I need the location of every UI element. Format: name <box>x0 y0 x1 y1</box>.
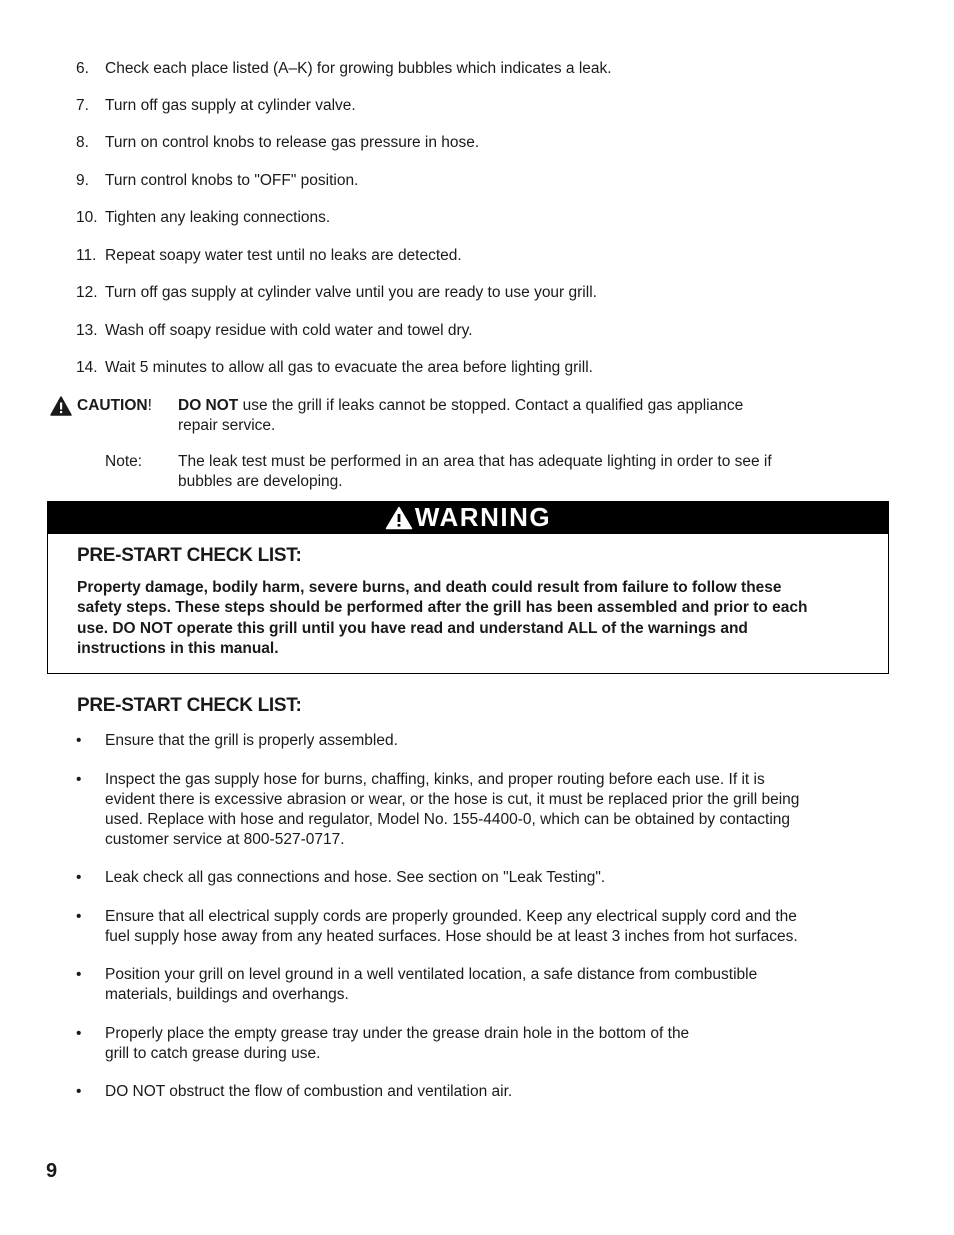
checklist-line: customer service at 800-527-0717. <box>105 831 345 848</box>
step-text: Wait 5 minutes to allow all gas to evacuate the area before lighting grill. <box>105 359 593 376</box>
step-text: Check each place listed (A–K) for growing bubbles which indicates a leak. <box>105 60 612 77</box>
checklist-line: Properly place the empty grease tray under the grease drain hole in the bottom of the <box>105 1025 690 1042</box>
step-item <box>76 321 876 341</box>
checklist-line: Ensure that the grill is properly assembled. <box>105 732 398 749</box>
page-number: 9 <box>46 1160 58 1182</box>
warning-triangle-icon <box>385 506 413 535</box>
step-number: 10. <box>76 209 98 226</box>
step-item <box>76 59 876 79</box>
bullet: • <box>76 966 82 983</box>
step-item <box>76 358 876 378</box>
warning-body <box>77 578 867 659</box>
step-item <box>76 246 876 266</box>
step-text: Turn on control knobs to release gas pressure in hose. <box>105 134 480 151</box>
caution-label <box>77 396 152 416</box>
step-number: 8. <box>76 134 89 151</box>
bullet: • <box>76 771 82 788</box>
step-text: Turn off gas supply at cylinder valve. <box>105 97 356 114</box>
bullet: • <box>76 908 82 925</box>
caution-line: repair service. <box>178 417 276 434</box>
warning-line: Property damage, bodily harm, severe burns, and death could result from failure to follow these <box>77 579 782 596</box>
checklist-line: evident there is excessive abrasion or wear, or the hose is cut, it must be replaced prior the grill being <box>105 791 800 808</box>
step-number: 7. <box>76 97 89 114</box>
checklist-line: Inspect the gas supply hose for burns, chaffing, kinks, and proper routing before each use. If it is <box>105 771 765 788</box>
caution-exclaim: ! <box>147 397 152 414</box>
step-number: 6. <box>76 60 89 77</box>
caution-emphasis: DO NOT <box>178 397 239 414</box>
bullet: • <box>76 869 82 886</box>
checklist-line: Ensure that all electrical supply cords are properly grounded. Keep any electrical supply cord and the <box>105 908 797 925</box>
warning-line: safety steps. These steps should be performed after the grill has been assembled and prior to each <box>77 599 808 617</box>
checklist-line: materials, buildings and overhangs. <box>105 986 349 1003</box>
step-number: 13. <box>76 322 98 339</box>
bullet: • <box>76 1025 82 1042</box>
step-item <box>76 208 876 228</box>
note-text <box>178 452 868 492</box>
warning-banner <box>47 501 889 534</box>
warning-heading: PRE-START CHECK LIST: <box>77 545 302 566</box>
step-text: Tighten any leaking connections. <box>105 209 331 226</box>
checklist-line: Leak check all gas connections and hose. See section on "Leak Testing". <box>105 869 606 886</box>
bullet: • <box>76 1083 82 1100</box>
caution-triangle-icon <box>50 396 72 416</box>
caution-word: CAUTION <box>77 397 148 414</box>
note-line: bubbles are developing. <box>178 473 343 490</box>
step-text: Repeat soapy water test until no leaks are detected. <box>105 247 462 264</box>
step-item <box>76 283 876 303</box>
checklist-line: Position your grill on level ground in a well ventilated location, a safe distance from combustible <box>105 966 758 983</box>
step-text: Turn off gas supply at cylinder valve until you are ready to use your grill. <box>105 284 597 301</box>
step-item <box>76 171 876 191</box>
warning-title: WARNING <box>414 502 552 532</box>
step-number: 14. <box>76 359 98 376</box>
checklist-line: DO NOT obstruct the flow of combustion and ventilation air. <box>105 1083 513 1100</box>
checklist-line: grill to catch grease during use. <box>105 1045 321 1062</box>
step-item <box>76 96 876 116</box>
step-text: Wash off soapy residue with cold water and towel dry. <box>105 322 473 339</box>
note-line: The leak test must be performed in an area that has adequate lighting in order to see if <box>178 453 772 470</box>
step-number: 9. <box>76 172 89 189</box>
step-text: Turn control knobs to "OFF" position. <box>105 172 359 189</box>
step-number: 11. <box>76 247 97 264</box>
note-label: Note: <box>105 453 143 470</box>
checklist-heading: PRE-START CHECK LIST: <box>77 695 302 716</box>
checklist-line: fuel supply hose away from any heated surfaces. Hose should be at least 3 inches from hot surfaces. <box>105 928 798 945</box>
caution-text <box>178 396 868 436</box>
step-number: 12. <box>76 284 98 301</box>
checklist-line: used. Replace with hose and regulator, Model No. 155-4400-0, which can be obtained by contacting <box>105 811 791 828</box>
bullet: • <box>76 732 82 749</box>
caution-line: use the grill if leaks cannot be stopped. Contact a qualified gas appliance <box>238 397 744 414</box>
step-item <box>76 133 876 153</box>
warning-line: use. DO NOT operate this grill until you have read and understand ALL of the warnings and <box>77 619 748 637</box>
warning-line: instructions in this manual. <box>77 639 279 657</box>
